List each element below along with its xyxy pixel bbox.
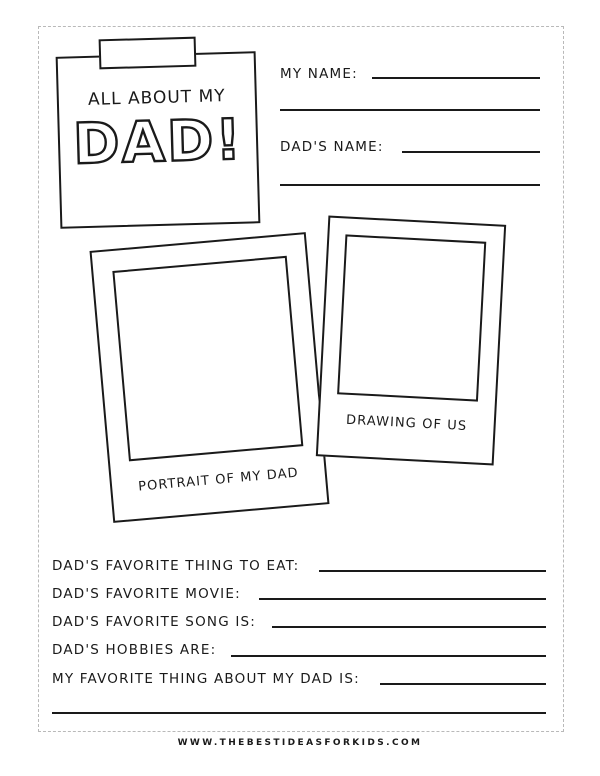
drawing-area[interactable] <box>337 234 486 401</box>
drawing-frame <box>316 216 506 466</box>
dads-name-line-2[interactable] <box>280 184 540 186</box>
tape-strip <box>99 37 197 70</box>
drawing-caption: DRAWING OF US <box>345 412 468 435</box>
title-line-2: DAD! <box>72 107 244 178</box>
dads-name-line[interactable] <box>402 151 540 153</box>
footer-url: WWW.THEBESTIDEASFORKIDS.COM <box>177 738 423 748</box>
my-name-line-2[interactable] <box>280 109 540 111</box>
answer-line-fav-thing[interactable] <box>380 683 546 685</box>
question-fav-thing: MY FAVORITE THING ABOUT MY DAD IS: <box>52 671 360 687</box>
question-hobbies: DAD'S HOBBIES ARE: <box>52 642 217 658</box>
my-name-line[interactable] <box>372 77 540 79</box>
answer-line-fav-movie[interactable] <box>259 598 546 600</box>
question-fav-song: DAD'S FAVORITE SONG IS: <box>52 614 257 630</box>
my-name-label: MY NAME: <box>280 66 358 82</box>
question-fav-movie: DAD'S FAVORITE MOVIE: <box>52 586 241 602</box>
dads-name-label: DAD'S NAME: <box>280 139 384 155</box>
answer-line-hobbies[interactable] <box>231 655 546 657</box>
portrait-frame <box>90 232 330 523</box>
answer-line-fav-song[interactable] <box>272 626 546 628</box>
answer-line-fav-thing-2[interactable] <box>52 712 546 714</box>
portrait-caption: PORTRAIT OF MY DAD <box>137 465 300 495</box>
portrait-photo-area[interactable] <box>112 256 303 462</box>
question-fav-food: DAD'S FAVORITE THING TO EAT: <box>52 558 300 574</box>
title-note <box>56 51 261 229</box>
answer-line-fav-food[interactable] <box>319 570 546 572</box>
title-line-1: ALL ABOUT MY <box>87 86 226 110</box>
